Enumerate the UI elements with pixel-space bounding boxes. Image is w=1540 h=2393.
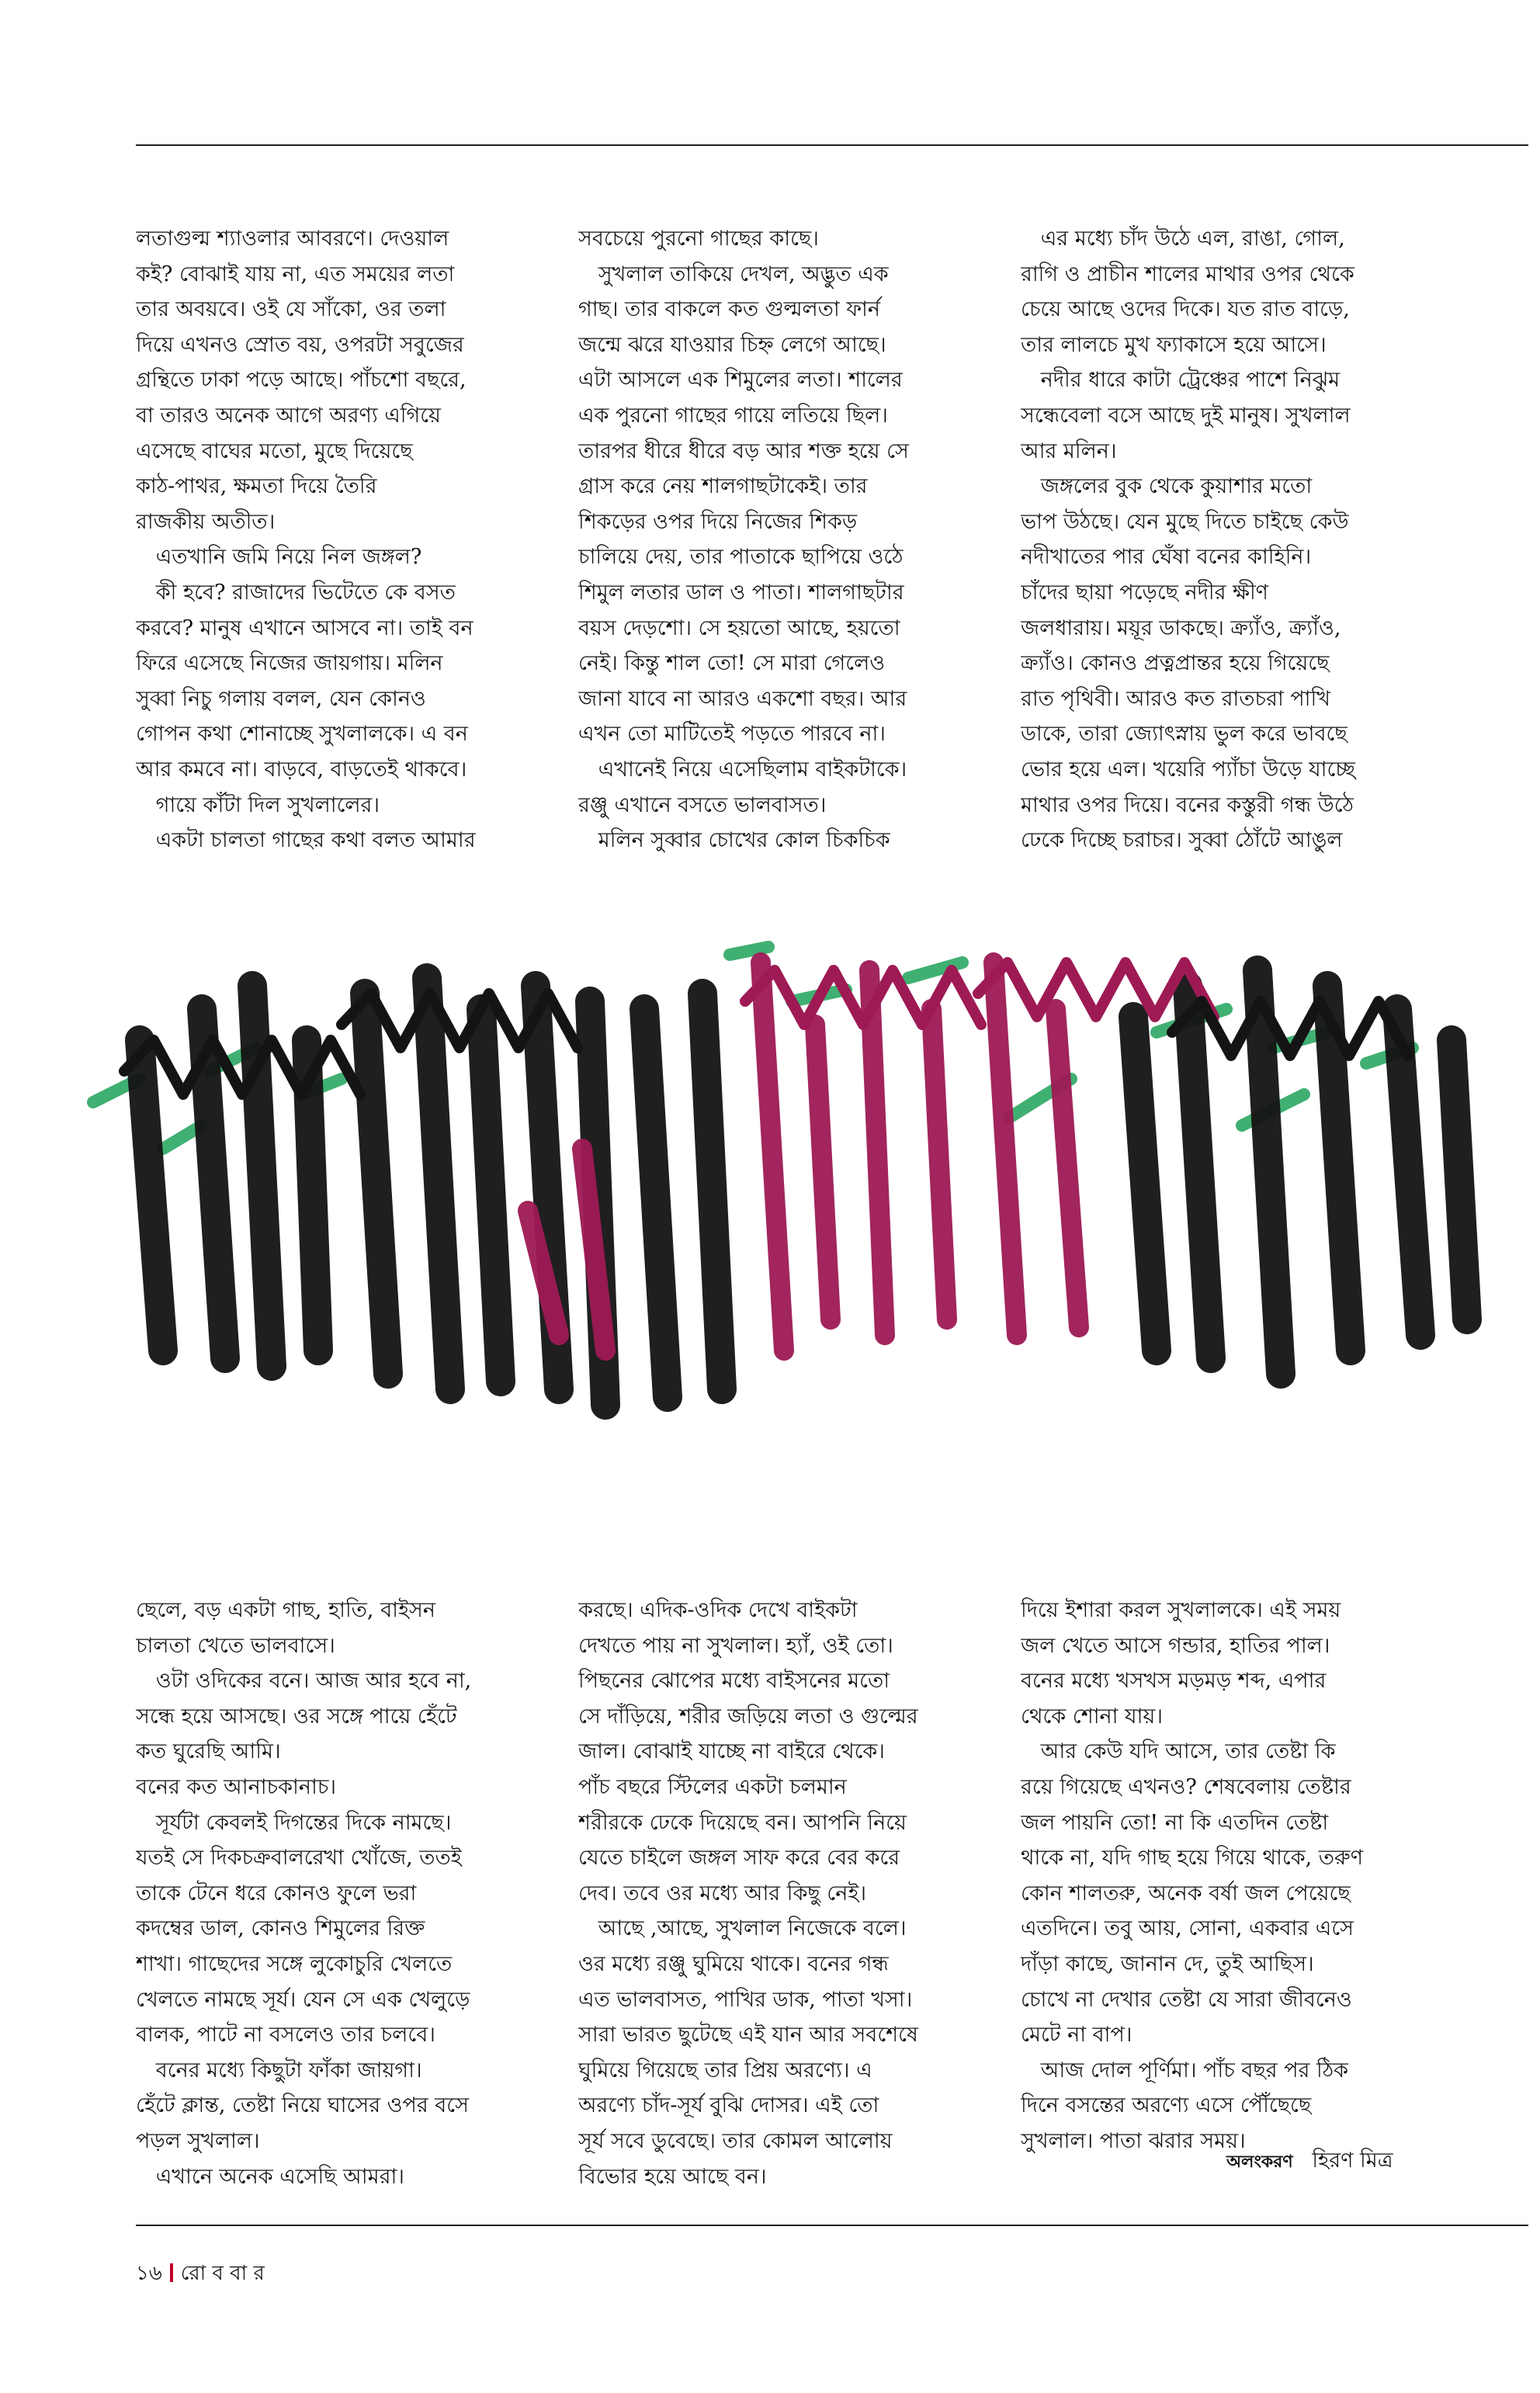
text-line: শাখা। গাছেদের সঙ্গে লুকোচুরি খেলতে [136,1951,453,1976]
footer-separator [170,2263,173,2282]
black-trunk-stroke [1188,986,1211,1358]
text-line: বয়স দেড়শো। সে হয়তো আছে, হয়তো [578,616,900,640]
text-line: সূর্যটা কেবলই দিগন্তের দিকে নামছে। [136,1810,452,1835]
magenta-trunk-stroke [761,962,784,1351]
text-line: ওটা ওদিকের বনে। আজ আর হবে না, [136,1669,472,1694]
illustration-credit [1226,2145,1393,2180]
text-line: জঙ্গলের বুক থেকে কুয়াশার মতো [1021,474,1313,499]
text-line: আর মলিন। [1021,439,1117,463]
text-line: ছেলে, বড় একটা গাছ, হাতি, বাইসন [136,1598,435,1622]
text-line: নদীখাতের পার ঘেঁষা বনের কাহিনি। [1021,545,1312,570]
text-line: অরণ্যে চাঁদ-সূর্য বুঝি দোসর। এই তো [578,2093,879,2118]
text-line: দিয়ে ইশারা করল সুখলালকে। এই সময় [1021,1598,1341,1622]
magenta-trunk-stroke [994,962,1017,1335]
text-line: কী হবে? রাজাদের ভিটেতে কে বসত [136,580,456,605]
text-line: গ্রন্থিতে ঢাকা পড়ে আছে। পাঁচশো বছরে, [136,368,467,393]
text-line: আর কমবে না। বাড়বে, বাড়তেই থাকবে। [136,757,467,782]
text-line: গায়ে কাঁটা দিল সুখলালের। [136,792,380,817]
text-line: এর মধ্যে চাঁদ উঠে এল, রাঙা, গোল, [1021,227,1345,251]
text-line: পিছনের ঝোপের মধ্যে বাইসনের মতো [578,1669,890,1694]
text-line: সন্ধেবেলা বসে আছে দুই মানুষ। সুখলাল [1021,403,1351,428]
text-line: ভোর হয়ে এল। খয়েরি প্যাঁচা উড়ে যাচ্ছে [1021,757,1355,782]
text-line: ক্র্যাঁও। কোনও প্রত্নপ্রান্তর হয়ে গিয়েছে [1021,651,1330,676]
text-line: রাগি ও প্রাচীন শালের মাথার ওপর থেকে [1021,262,1354,286]
black-trunk-stroke [1452,1040,1467,1320]
text-line: চালিয়ে দেয়, তার পাতাকে ছাপিয়ে ওঠে [578,545,904,570]
text-line: তার অবয়বে। ওই যে সাঁকো, ওর তলা [136,297,446,322]
text-line: খেলতে নামছে সূর্য। যেন সে এক খেলুড়ে [136,1987,470,2012]
text-line: কোন শালতরু, অনেক বর্ষা জল পেয়েছে [1021,1881,1351,1906]
text-line: দেখতে পায় না সুখলাল। হ্যাঁ, ওই তো। [578,1633,893,1658]
text-column-2 [578,221,982,858]
text-line: মলিন সুব্বার চোখের কোল চিকচিক [578,828,890,853]
text-line: আজ দোল পূর্ণিমা। পাঁচ বছর পর ঠিক [1021,2058,1349,2083]
page-footer [136,2257,265,2291]
text-line: সূর্য সবে ডুবেছে। তার কোমল আলোয় [578,2128,893,2153]
canopy-stroke [1172,1001,1408,1056]
text-line: নদীর ধারে কাটা ট্রেঞ্চের পাশে নিঝুম [1021,368,1341,393]
text-line: শরীরকে ঢেকে দিয়েছে বন। আপনি নিয়ে [578,1810,907,1835]
text-line: রঞ্জু এখানে বসতে ভালবাসত। [578,792,827,817]
text-line: রাজকীয় অতীত। [136,509,276,534]
text-line: বালক, পাটে না বসলেও তার চলবে। [136,2023,435,2048]
text-line: দাঁড়া কাছে, জানান দে, তুই আছিস। [1021,1951,1314,1976]
text-line: দিনে বসন্তের অরণ্যে এসে পৌঁছেছে [1021,2093,1312,2118]
text-line: যেতে চাইলে জঙ্গল সাফ করে বের করে [578,1846,900,1871]
text-line: মাথার ওপর দিয়ে। বনের কস্তুরী গন্ধ উঠে [1021,792,1354,817]
black-trunk-stroke [140,1040,163,1351]
text-column-3 [1021,221,1424,858]
top-rule [136,144,1528,146]
magazine-name: রো ব বা র [180,2262,265,2285]
text-line: কাঠ-পাথর, ক্ষমতা দিয়ে তৈরি [136,474,377,499]
text-column-6 [1021,1593,1424,2194]
text-line: চাঁদের ছায়া পড়েছে নদীর ক্ষীণ [1021,580,1269,605]
text-line: জলধারায়। ময়ূর ডাকছে। ক্র্যাঁও, ক্র্যাঁও, [1021,616,1341,640]
text-line: জল খেতে আসে গন্ডার, হাতির পাল। [1021,1633,1330,1658]
text-line: দিয়ে এখনও স্রোত বয়, ওপরটা সবুজের [136,332,464,357]
text-line: গাছ। তার বাকলে কত গুল্মলতা ফার্ন [578,297,880,322]
text-line: করবে? মানুষ এখানে আসবে না। তাই বন [136,616,473,640]
text-line: রাত পৃথিবী। আরও কত রাতচরা পাখি [1021,686,1330,711]
text-line: শিকড়ের ওপর দিয়ে নিজের শিকড় [578,509,858,534]
text-line: চালতা খেতে ভালবাসে। [136,1633,335,1658]
text-line: এখন তো মাটিতেই পড়তে পারবে না। [578,722,886,747]
text-line: গোপন কথা শোনাচ্ছে সুখলালকে। এ বন [136,722,468,747]
text-line: বিভোর হয়ে আছে বন। [578,2164,767,2189]
text-line: থেকে শোনা যায়। [1021,1704,1163,1729]
text-line: করছে। এদিক-ওদিক দেখে বাইকটা [578,1598,858,1622]
text-line: জন্মে ঝরে যাওয়ার চিহ্ন লেগে আছে। [578,332,886,357]
text-line: এসেছে বাঘের মতো, মুছে দিয়েছে [136,439,413,463]
magenta-trunk-stroke [815,1025,831,1320]
black-trunk-stroke [481,1009,501,1382]
text-line: এতখানি জমি নিয়ে নিল জঙ্গল? [136,545,422,570]
text-line: ঘুমিয়ে গিয়েছে তার প্রিয় অরণ্যে। এ [578,2058,872,2083]
magenta-trunk-stroke [869,970,885,1335]
text-line: কত ঘুরেছি আমি। [136,1739,281,1764]
text-line: সারা ভারত ছুটেছে এই যান আর সবশেষে [578,2023,918,2048]
text-line: জানা যাবে না আরও একশো বছর। আর [578,686,907,711]
text-line: চোখে না দেখার তেষ্টা যে সারা জীবনেও [1021,1987,1352,2012]
text-line: জল পায়নি তো! না কি এতদিন তেষ্টা [1021,1810,1329,1835]
text-line: হেঁটে ক্লান্ত, তেষ্টা নিয়ে ঘাসের ওপর বসে [136,2093,469,2118]
bottom-rule [136,2225,1528,2226]
text-line: জাল। বোঝাই যাচ্ছে না বাইরে থেকে। [578,1739,885,1764]
text-line: এখানেই নিয়ে এসেছিলাম বাইকটাকে। [578,757,907,782]
text-line: শিমুল লতার ডাল ও পাতা। শালগাছটার [578,580,904,605]
text-line: ঢেকে দিচ্ছে চরাচর। সুব্বা ঠোঁটে আঙুল [1021,828,1343,853]
text-column-5 [578,1593,982,2194]
magenta-trunk-stroke [1056,1009,1079,1327]
text-line: নেই। কিন্তু শাল তো! সে মারা গেলেও [578,651,886,676]
text-line: পাঁচ বছরে স্টিলের একটা চলমান [578,1774,847,1799]
text-line: বা তারও অনেক আগে অরণ্য এগিয়ে [136,403,441,428]
text-line: সুখলাল তাকিয়ে দেখল, অদ্ভুত এক [578,262,889,286]
text-column-1 [136,221,539,858]
text-line: কই? বোঝাই যায় না, এত সময়ের লতা [136,262,455,286]
text-line: এত ভালবাসত, পাখির ডাক, পাতা খসা। [578,1987,913,2012]
black-trunk-stroke [427,978,450,1389]
black-trunk-stroke [365,994,388,1374]
text-line: লতাগুল্ম শ্যাওলার আবরণে। দেওয়াল [136,227,449,251]
text-line: ওর মধ্যে রঞ্জু ঘুমিয়ে থাকে। বনের গন্ধ [578,1951,889,1976]
text-line: চেয়ে আছে ওদের দিকে। যত রাত বাড়ে, [1021,297,1350,322]
forest-brush-illustration [47,916,1506,1506]
text-line: সন্ধে হয়ে আসছে। ওর সঙ্গে পায়ে হেঁটে [136,1704,457,1729]
text-line: পড়ল সুখলাল। [136,2128,260,2153]
text-line: বনের মধ্যে কিছুটা ফাঁকা জায়গা। [136,2058,422,2083]
lower-text-block [136,1593,1424,2194]
text-line: ফিরে এসেছে নিজের জায়গায়। মলিন [136,651,443,676]
text-line: এক পুরনো গাছের গায়ে লতিয়ে ছিল। [578,403,888,428]
text-line: যতই সে দিকচক্রবালরেখা খোঁজে, ততই [136,1846,462,1871]
text-line: মেটে না বাপ। [1021,2023,1132,2048]
credit-name: হিরণ মিত্র [1312,2148,1393,2173]
text-line: এটা আসলে এক শিমুলের লতা। শালের [578,368,903,393]
text-line: সুব্বা নিচু গলায় বলল, যেন কোনও [136,686,426,711]
text-line: সবচেয়ে পুরনো গাছের কাছে। [578,227,819,251]
upper-text-block [136,221,1424,858]
text-line: আছে ,আছে, সুখলাল নিজেকে বলে। [578,1916,907,1941]
text-line: রয়ে গিয়েছে এখনও? শেষবেলায় তেষ্টার [1021,1774,1351,1799]
black-trunk-stroke [644,1009,668,1397]
text-line: একটা চালতা গাছের কথা বলত আমার [136,828,476,853]
text-line: থাকে না, যদি গাছ হয়ে গিয়ে থাকে, তরুণ [1021,1846,1364,1871]
page-number: ১৬ [136,2262,162,2285]
credit-label: অলংকরণ [1226,2152,1293,2172]
text-line: কদম্বের ডাল, কোনও শিমুলের রিক্ত [136,1916,425,1941]
text-line: সুখলাল। পাতা ঝরার সময়। [1021,2128,1246,2153]
text-line: তারপর ধীরে ধীরে বড় আর শক্ত হয়ে সে [578,439,909,463]
black-trunk-stroke [1133,1017,1157,1351]
text-column-4 [136,1593,539,2194]
text-line: এখানে অনেক এসেছি আমরা। [136,2164,404,2189]
text-line: তাকে টেনে ধরে কোনও ফুলে ভরা [136,1881,417,1906]
text-line: সে দাঁড়িয়ে, শরীর জড়িয়ে লতা ও গুল্মের [578,1704,918,1729]
black-trunk-stroke [702,994,722,1389]
text-line: এতদিনে। তবু আয়, সোনা, একবার এসে [1021,1916,1354,1941]
text-line: বনের মধ্যে খসখস মড়মড় শব্দ, এপার [1021,1669,1327,1694]
text-line: দেব। তবে ওর মধ্যে আর কিছু নেই। [578,1881,867,1906]
text-line: গ্রাস করে নেয় শালগাছটাকেই। তার [578,474,868,499]
text-line: ডাকে, তারা জ্যোৎস্নায় ভুল করে ভাবছে [1021,722,1348,747]
magenta-trunk-stroke [931,1009,947,1320]
text-line: বনের কত আনাচকানাচ। [136,1774,337,1799]
text-line: তার লালচে মুখ ফ্যাকাসে হয়ে আসে। [1021,332,1327,357]
text-line: আর কেউ যদি আসে, তার তেষ্টা কি [1021,1739,1336,1764]
text-line: ভাপ উঠছে। যেন মুছে দিতে চাইছে কেউ [1021,509,1349,534]
